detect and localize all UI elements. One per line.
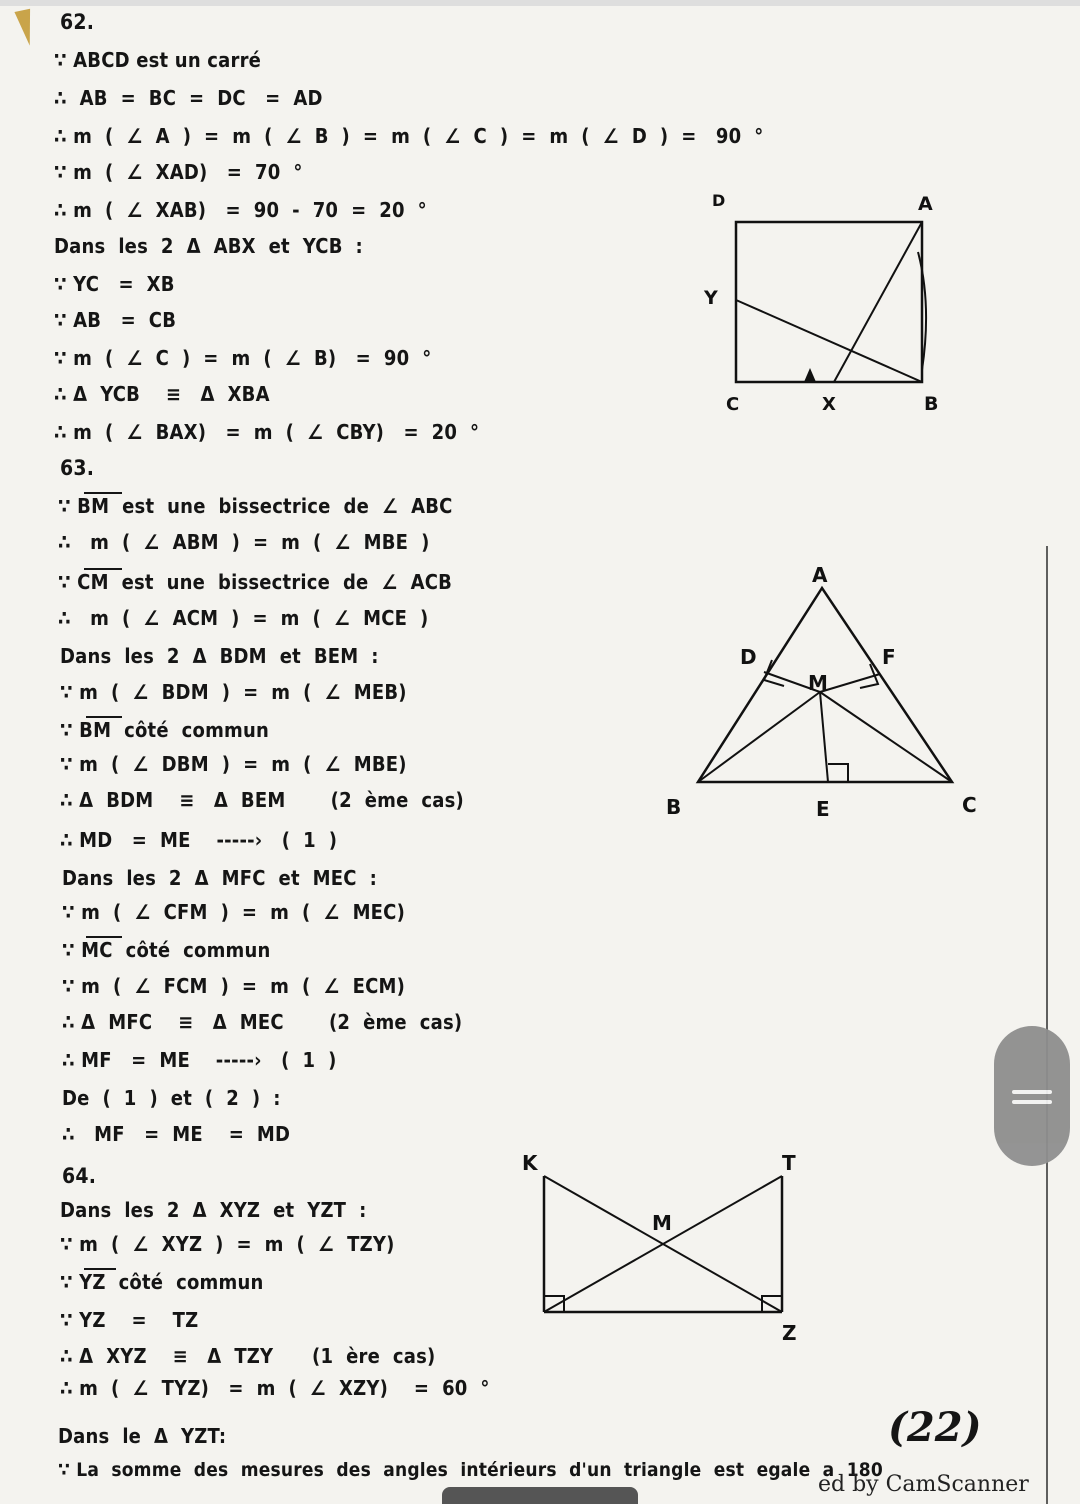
text-line: ∵ m ( ∠ XYZ ) = m ( ∠ TZY) xyxy=(60,1232,395,1256)
text-line: ∴ m ( ∠ XAB) = 90 - 70 = 20 ° xyxy=(54,198,427,222)
text-line: ∵ m ( ∠ C ) = m ( ∠ B) = 90 ° xyxy=(54,346,432,370)
vector-bar-bm xyxy=(84,492,122,494)
text-line-last: ∵ La somme des mesures des angles intérieurs d'un triangle est egale a 180 xyxy=(58,1459,883,1481)
text-line: ∵ YZ côté commun xyxy=(60,1270,264,1294)
text-line: ∴ MD = ME -----› ( 1 ) xyxy=(60,828,338,852)
label-x: X xyxy=(822,394,836,415)
text-line: ∵ MC côté commun xyxy=(62,938,271,962)
label-f: F xyxy=(882,645,896,669)
label-b: B xyxy=(924,393,939,415)
text-line: De ( 1 ) et ( 2 ) : xyxy=(62,1086,281,1110)
figure-square xyxy=(700,190,960,420)
label-m: M xyxy=(652,1211,672,1235)
grip-line-bottom xyxy=(1012,1100,1052,1104)
figure-triangle xyxy=(660,560,1000,830)
label-k: K xyxy=(522,1151,538,1175)
text-line: ∵ AB = CB xyxy=(54,308,177,332)
text-line: ∴ m ( ∠ TYZ) = m ( ∠ XZY) = 60 ° xyxy=(60,1376,490,1400)
text-line: Dans les 2 Δ ABX et YCB : xyxy=(54,234,363,258)
label-m: M xyxy=(808,671,828,695)
grip-line-top xyxy=(1012,1090,1052,1094)
exercise-number-63: 63. xyxy=(60,456,95,480)
text-line: ∵ BM est une bissectrice de ∠ ABC xyxy=(58,494,453,518)
label-d: D xyxy=(740,645,757,669)
top-edge xyxy=(0,0,1080,6)
segment-bar-bm xyxy=(86,716,122,718)
text-line: ∴ MF = ME = MD xyxy=(62,1122,291,1146)
text-line: ∵ BM côté commun xyxy=(60,718,270,742)
text-line: ∵ m ( ∠ CFM ) = m ( ∠ MEC) xyxy=(62,900,406,924)
text-line: ∴ m ( ∠ ABM ) = m ( ∠ MBE ) xyxy=(58,530,430,554)
scanner-watermark: ed by CamScanner xyxy=(818,1472,1029,1497)
text-line: ∴ AB = BC = DC = AD xyxy=(54,86,323,110)
text-line: ∴ m ( ∠ A ) = m ( ∠ B ) = m ( ∠ C ) = m ( ∠ D ) = 90 ° xyxy=(54,124,764,148)
vector-bar-cm xyxy=(84,568,122,570)
text-line: ∵ YC = XB xyxy=(54,272,175,296)
text-line: Dans les 2 Δ BDM et BEM : xyxy=(60,644,379,668)
label-c: C xyxy=(726,394,740,415)
figure-rectangle xyxy=(510,1140,820,1350)
label-a: A xyxy=(812,563,828,587)
text-line: ∵ m ( ∠ FCM ) = m ( ∠ ECM) xyxy=(62,974,406,998)
text-line: ∴ Δ MFC ≡ Δ MEC (2 ème cas) xyxy=(62,1010,463,1034)
text-line: ∴ Δ BDM ≡ Δ BEM (2 ème cas) xyxy=(60,788,464,812)
text-line: Dans le Δ YZT: xyxy=(58,1424,227,1448)
text-line: ∴ Δ XYZ ≡ Δ TZY (1 ère cas) xyxy=(60,1344,436,1368)
corner-mark xyxy=(14,9,37,48)
exercise-number-62: 62. xyxy=(60,10,95,34)
label-a: A xyxy=(918,193,933,215)
text-line: Dans les 2 Δ MFC et MEC : xyxy=(62,866,377,890)
text-line: Dans les 2 Δ XYZ et YZT : xyxy=(60,1198,367,1222)
page-edge-line xyxy=(1046,546,1048,1504)
label-z: Z xyxy=(782,1321,797,1345)
text-line: ∵ m ( ∠ BDM ) = m ( ∠ MEB) xyxy=(60,680,407,704)
text-line: ∴ Δ YCB ≡ Δ XBA xyxy=(54,382,270,406)
label-y: Y xyxy=(704,287,718,309)
home-indicator[interactable] xyxy=(442,1487,638,1504)
label-c: C xyxy=(962,793,977,817)
scroll-handle[interactable] xyxy=(994,1026,1070,1166)
text-line: ∵ m ( ∠ XAD) = 70 ° xyxy=(54,160,303,184)
text-line: ∵ m ( ∠ DBM ) = m ( ∠ MBE) xyxy=(60,752,407,776)
label-e: E xyxy=(816,797,830,821)
label-t: T xyxy=(782,1151,796,1175)
text-line: ∵ CM est une bissectrice de ∠ ACB xyxy=(58,570,453,594)
exercise-number-64: 64. xyxy=(62,1164,97,1188)
text-line: ∴ m ( ∠ ACM ) = m ( ∠ MCE ) xyxy=(58,606,429,630)
text-line: ∵ YZ = TZ xyxy=(60,1308,199,1332)
segment-bar-mc xyxy=(86,936,122,938)
page-number: (22) xyxy=(888,1404,982,1451)
text-line: ∵ ABCD est un carré xyxy=(54,48,262,72)
label-b: B xyxy=(666,795,682,819)
label-d: D xyxy=(712,191,726,210)
text-line: ∴ MF = ME -----› ( 1 ) xyxy=(62,1048,337,1072)
segment-bar-yz xyxy=(84,1268,116,1270)
text-line: ∴ m ( ∠ BAX) = m ( ∠ CBY) = 20 ° xyxy=(54,420,480,444)
